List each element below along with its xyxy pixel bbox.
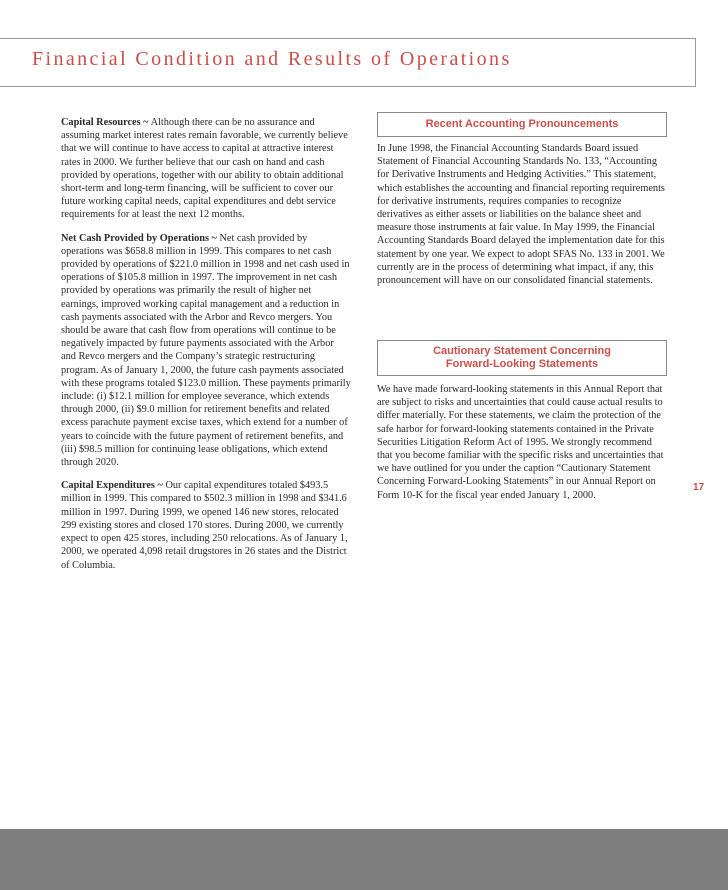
recent-accounting-heading: Recent Accounting Pronouncements [425, 118, 619, 130]
net-cash-lead: Net Cash Provided by Operations ~ [61, 232, 217, 244]
recent-accounting-body: In June 1998, the Financial Accounting Standards Board issued Statement of Financial Accounting Standards No. 133, “Accounting for Derivative Instruments and Hedging Activities.” This statement, which establishes the accounting and financial reporting requirements for derivative instruments, requires companies to recognize derivatives as either assets or liabilities on the balance sheet and measure those instruments at fair value. In May 1999, the Financial Accounting Standards Board delayed the implementation date for this statement by one year. We expect to adopt SFAS No. 133 in 2001. We currently are in the process of determining what impact, if any, this pronouncement will have on our consolidated financial statements. [377, 143, 665, 287]
capex-paragraph [61, 479, 351, 571]
cautionary-body: We have made forward-looking statements in this Annual Report that are subject to risks and uncertainties that could cause actual results to differ materially. For these statements, we claim the protection of the safe harbor for forward-looking statements contained in the Private Securities Litigation Reform Act of 1995. We strongly recommend that you become familiar with the specific risks and uncertainties that we have outlined for you under the caption “Cautionary Statement Concerning Forward-Looking Statements” in our Annual Report on Form 10-K for the fiscal year ended January 1, 2000. [377, 384, 664, 501]
page-title: Financial Condition and Results of Operations [32, 48, 512, 70]
capital-resources-lead: Capital Resources ~ [61, 117, 149, 128]
cautionary-text [377, 383, 667, 512]
capital-resources-body: Although there can be no assurance and assuming market interest rates remain favorable, we currently believe that we will continue to have access to capital at attractive interest rates in 2000. We further believe that our cash on hand and cash provided by operations, together with our ability to obtain additional short-term and long-term financing, will be sufficient to cover our future working capital needs, capital expenditures and debt service requirements for at least the next 12 months. [61, 117, 348, 221]
page-number: 17 [693, 482, 705, 493]
cautionary-heading-line1: Cautionary Statement Concerning [433, 345, 611, 357]
recent-accounting-text [377, 142, 667, 297]
footer-band [0, 829, 728, 890]
capital-resources-paragraph [61, 116, 351, 222]
capex-lead: Capital Expenditures ~ [61, 480, 163, 492]
cautionary-statement-box [377, 340, 667, 376]
cautionary-heading-line2: Forward-Looking Statements [445, 358, 599, 370]
net-cash-paragraph [61, 232, 351, 470]
left-column [61, 116, 351, 582]
recent-accounting-box [377, 112, 667, 137]
net-cash-body: Net cash provided by operations was $658.8 million in 1999. This compares to net cash provided by operations of $221.0 million in 1998 and net cash used in operations of $105.8 million in 1997. The improvement in net cash provided by operations was primarily the result of higher net earnings, improved working capital management and a reduction in cash payments associated with the Arbor and Revco mergers. You should be aware that cash flow from operations will continue to be negatively impacted by future payments associated with the Arbor and Revco mergers and the Company’s strategic restructuring program. As of January 1, 2000, the future cash payments associated with these programs totaled $123.0 million. These payments primarily include: (i) $12.1 million for employee severance, which extends through 2000, (ii) $9.0 million for retirement benefits and related excess parachute payment excise taxes, which extend for a number of years to coincide with the future payment of retirement benefits, and (iii) $98.5 million for continuing lease obligations, which extend through 2020. [61, 232, 351, 469]
capex-body: Our capital expenditures totaled $493.5 million in 1999. This compared to $502.3 million in 1998 and $341.6 million in 1997. During 1999, we opened 146 new stores, relocated 299 existing stores and closed 170 stores. During 2000, we currently expect to open 425 stores, including 250 relocations. As of January 1, 2000, we operated 4,098 retail drugstores in 26 states and the District of Columbia. [61, 480, 348, 571]
